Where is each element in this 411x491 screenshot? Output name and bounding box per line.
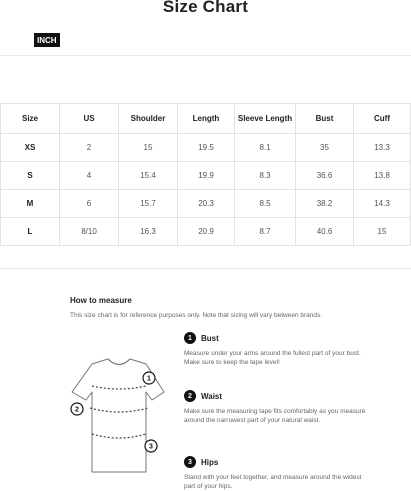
step-hips bbox=[184, 456, 374, 491]
step-title: Bust bbox=[201, 333, 219, 343]
table-cell: 15.7 bbox=[119, 190, 178, 218]
step-title: Hips bbox=[201, 457, 219, 467]
table-cell: 13.8 bbox=[354, 162, 411, 190]
step-description: Measure under your arms around the fullest part of your bust. Make sure to keep the tape level! bbox=[184, 350, 361, 366]
table-cell: 6 bbox=[60, 190, 119, 218]
table-cell: 20.9 bbox=[178, 218, 235, 246]
size-chart-table bbox=[0, 103, 411, 246]
table-cell: 40.6 bbox=[296, 218, 354, 246]
table-cell: 14.3 bbox=[354, 190, 411, 218]
table-cell: 13.3 bbox=[354, 134, 411, 162]
table-cell: 8/10 bbox=[60, 218, 119, 246]
table-cell: 36.6 bbox=[296, 162, 354, 190]
svg-text:2: 2 bbox=[75, 406, 79, 414]
table-cell: 8.1 bbox=[235, 134, 296, 162]
step-bust bbox=[184, 332, 374, 367]
table-cell: 15.4 bbox=[119, 162, 178, 190]
marker-1 bbox=[143, 372, 155, 384]
table-cell: 8.5 bbox=[235, 190, 296, 218]
header-sleeve-length: Sleeve Length bbox=[235, 104, 296, 134]
table-cell: 38.2 bbox=[296, 190, 354, 218]
table-row bbox=[1, 218, 411, 246]
table-row bbox=[1, 134, 411, 162]
table-cell: L bbox=[1, 218, 60, 246]
table-row bbox=[1, 190, 411, 218]
header-us: US bbox=[60, 104, 119, 134]
header-size: Size bbox=[1, 104, 60, 134]
table-cell: 4 bbox=[60, 162, 119, 190]
table-cell: 35 bbox=[296, 134, 354, 162]
marker-3 bbox=[145, 440, 157, 452]
header-cuff: Cuff bbox=[354, 104, 411, 134]
step-number-icon: 1 bbox=[184, 332, 196, 344]
step-waist bbox=[184, 390, 374, 425]
table-cell: S bbox=[1, 162, 60, 190]
divider bbox=[0, 55, 411, 56]
svg-text:1: 1 bbox=[147, 375, 151, 383]
table-cell: 19.9 bbox=[178, 162, 235, 190]
table-cell: M bbox=[1, 190, 60, 218]
page-title: Size Chart bbox=[162, 0, 249, 16]
sizing-note: This size chart is for reference purposes only. Note that sizing will vary between brands. bbox=[70, 312, 323, 319]
table-cell: 8.3 bbox=[235, 162, 296, 190]
step-description: Stand with your feet together, and measure around the widest part of your hips. bbox=[184, 474, 362, 490]
table-cell: 15 bbox=[119, 134, 178, 162]
tshirt-measure-illustration bbox=[64, 356, 174, 474]
header-bust: Bust bbox=[296, 104, 354, 134]
table-cell: 15 bbox=[354, 218, 411, 246]
step-number-icon: 2 bbox=[184, 390, 196, 402]
marker-2 bbox=[71, 403, 83, 415]
table-cell: 19.5 bbox=[178, 134, 235, 162]
svg-text:3: 3 bbox=[149, 443, 153, 451]
step-number-icon: 3 bbox=[184, 456, 196, 468]
step-title: Waist bbox=[201, 391, 223, 401]
header-length: Length bbox=[178, 104, 235, 134]
header-shoulder: Shoulder bbox=[119, 104, 178, 134]
table-cell: 2 bbox=[60, 134, 119, 162]
table-cell: XS bbox=[1, 134, 60, 162]
table-cell: 16.3 bbox=[119, 218, 178, 246]
step-description: Make sure the measuring tape fits comfortably as you measure around the narrowest part of your natural waist. bbox=[184, 408, 366, 424]
how-to-measure-title: How to measure bbox=[70, 296, 132, 305]
unit-badge-inch[interactable]: INCH bbox=[34, 33, 60, 47]
divider bbox=[0, 268, 411, 269]
table-cell: 8.7 bbox=[235, 218, 296, 246]
table-header-row bbox=[1, 104, 411, 134]
table-row bbox=[1, 162, 411, 190]
table-cell: 20.3 bbox=[178, 190, 235, 218]
